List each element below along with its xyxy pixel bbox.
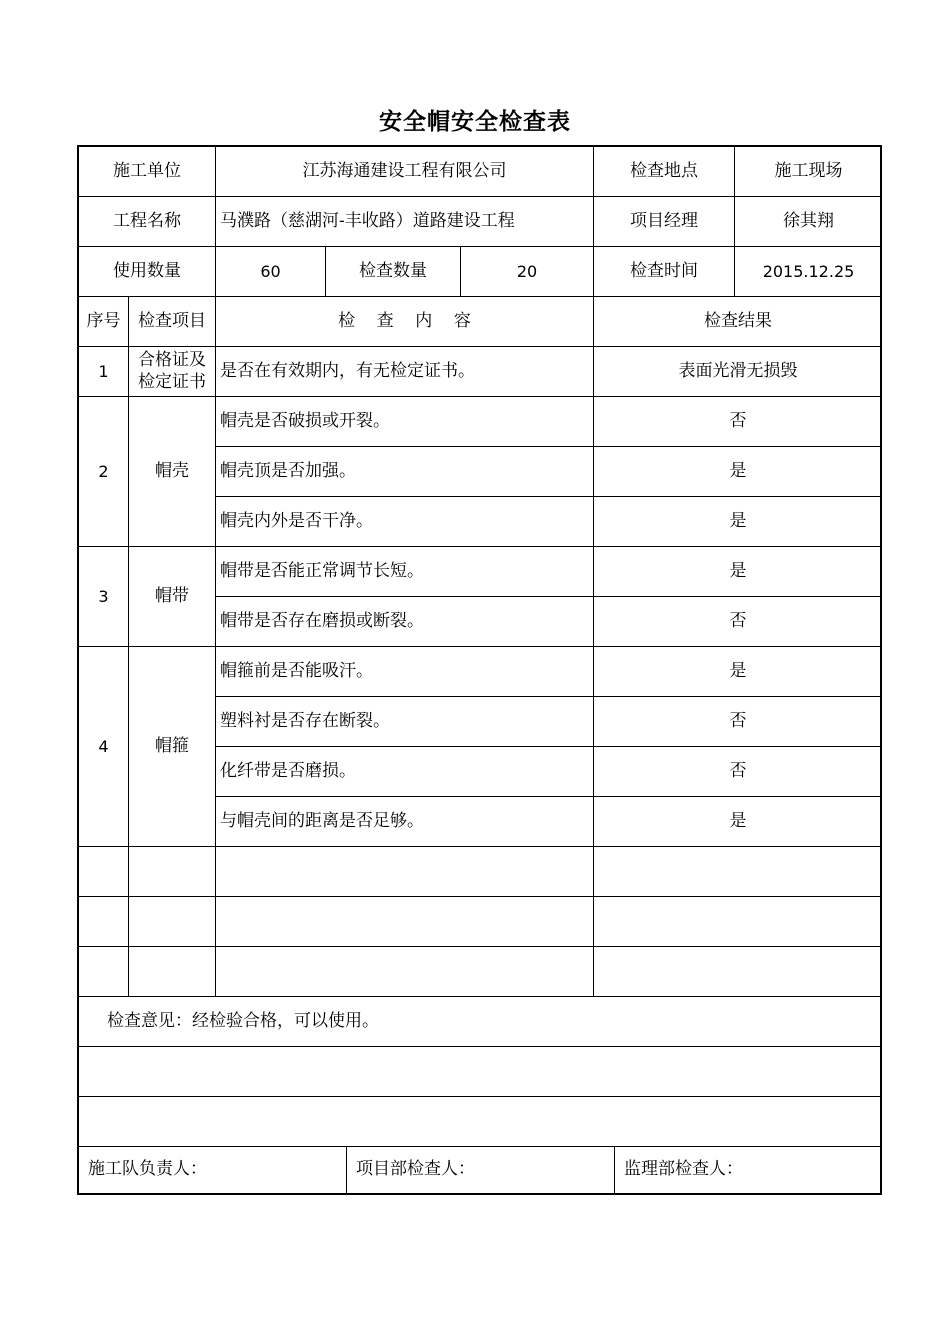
group-2-row-1-result: 否 — [594, 397, 882, 447]
location-value: 施工现场 — [735, 147, 882, 197]
group-2-row-1-content: 帽壳是否破损或开裂。 — [216, 397, 594, 447]
unit-label: 施工单位 — [79, 147, 216, 197]
group-3-row-1-result: 是 — [594, 547, 882, 597]
group-2-row-2-result: 是 — [594, 447, 882, 497]
unit-value: 江苏海通建设工程有限公司 — [216, 147, 594, 197]
group-4-row-4-content: 与帽壳间的距离是否足够。 — [216, 797, 594, 847]
group-4-row-1-content: 帽箍前是否能吸汗。 — [216, 647, 594, 697]
empty-row-2-seq — [79, 897, 129, 947]
opinion-blank-line-2 — [79, 1097, 882, 1147]
project-value: 马濮路（慈湖河-丰收路）道路建设工程 — [216, 197, 594, 247]
col-item-header: 检查项目 — [129, 297, 216, 347]
group-4-row-3-result: 否 — [594, 747, 882, 797]
check-qty-value: 20 — [461, 247, 594, 297]
group-2-seq: 2 — [79, 397, 129, 547]
group-4-item: 帽箍 — [129, 647, 216, 847]
col-content-header: 检 查 内 容 — [216, 297, 594, 347]
group-2-row-3-content: 帽壳内外是否干净。 — [216, 497, 594, 547]
empty-row-3-result — [594, 947, 882, 997]
project-label: 工程名称 — [79, 197, 216, 247]
empty-row-2-content — [216, 897, 594, 947]
group-4-row-1-result: 是 — [594, 647, 882, 697]
group-1-row-1-result: 表面光滑无损毁 — [594, 347, 882, 397]
group-2-row-3-result: 是 — [594, 497, 882, 547]
group-1-item — [129, 347, 216, 397]
empty-row-3-item — [129, 947, 216, 997]
team-leader-signature: 施工队负责人： — [79, 1147, 347, 1193]
group-4-row-3-content: 化纤带是否磨损。 — [216, 747, 594, 797]
empty-row-1-result — [594, 847, 882, 897]
group-2-row-2-content: 帽壳顶是否加强。 — [216, 447, 594, 497]
group-3-item: 帽带 — [129, 547, 216, 647]
empty-row-1-item — [129, 847, 216, 897]
col-result-header: 检查结果 — [594, 297, 882, 347]
group-3-row-2-result: 否 — [594, 597, 882, 647]
group-3-row-1-content: 帽带是否能正常调节长短。 — [216, 547, 594, 597]
page-title: 安全帽安全检查表 — [379, 109, 571, 135]
empty-row-3-content — [216, 947, 594, 997]
manager-value: 徐其翔 — [735, 197, 882, 247]
inspection-table — [77, 145, 882, 1195]
empty-row-2-item — [129, 897, 216, 947]
col-seq-header: 序号 — [79, 297, 129, 347]
empty-row-2-result — [594, 897, 882, 947]
check-qty-label: 检查数量 — [326, 247, 461, 297]
empty-row-1-content — [216, 847, 594, 897]
group-3-seq: 3 — [79, 547, 129, 647]
inspection-opinion: 检查意见：经检验合格，可以使用。 — [79, 997, 882, 1047]
group-1-row-1-content: 是否在有效期内，有无检定证书。 — [216, 347, 594, 397]
group-1-item-line-2: 检定证书 — [138, 371, 206, 392]
use-qty-label: 使用数量 — [79, 247, 216, 297]
group-1-item-line-1: 合格证及 — [138, 350, 206, 371]
use-qty-value: 60 — [216, 247, 326, 297]
group-4-seq: 4 — [79, 647, 129, 847]
group-4-row-2-content: 塑料衬是否存在断裂。 — [216, 697, 594, 747]
group-4-row-4-result: 是 — [594, 797, 882, 847]
supervisor-checker-signature: 监理部检查人： — [624, 1159, 743, 1180]
manager-label: 项目经理 — [594, 197, 735, 247]
empty-row-1-seq — [79, 847, 129, 897]
group-4-row-2-result: 否 — [594, 697, 882, 747]
group-2-item: 帽壳 — [129, 397, 216, 547]
empty-row-3-seq — [79, 947, 129, 997]
project-checker-signature: 项目部检查人： — [347, 1147, 615, 1193]
opinion-blank-line-1 — [79, 1047, 882, 1097]
group-1-seq: 1 — [79, 347, 129, 397]
check-time-label: 检查时间 — [594, 247, 735, 297]
check-time-value: 2015.12.25 — [735, 247, 882, 297]
group-3-row-2-content: 帽带是否存在磨损或断裂。 — [216, 597, 594, 647]
location-label: 检查地点 — [594, 147, 735, 197]
